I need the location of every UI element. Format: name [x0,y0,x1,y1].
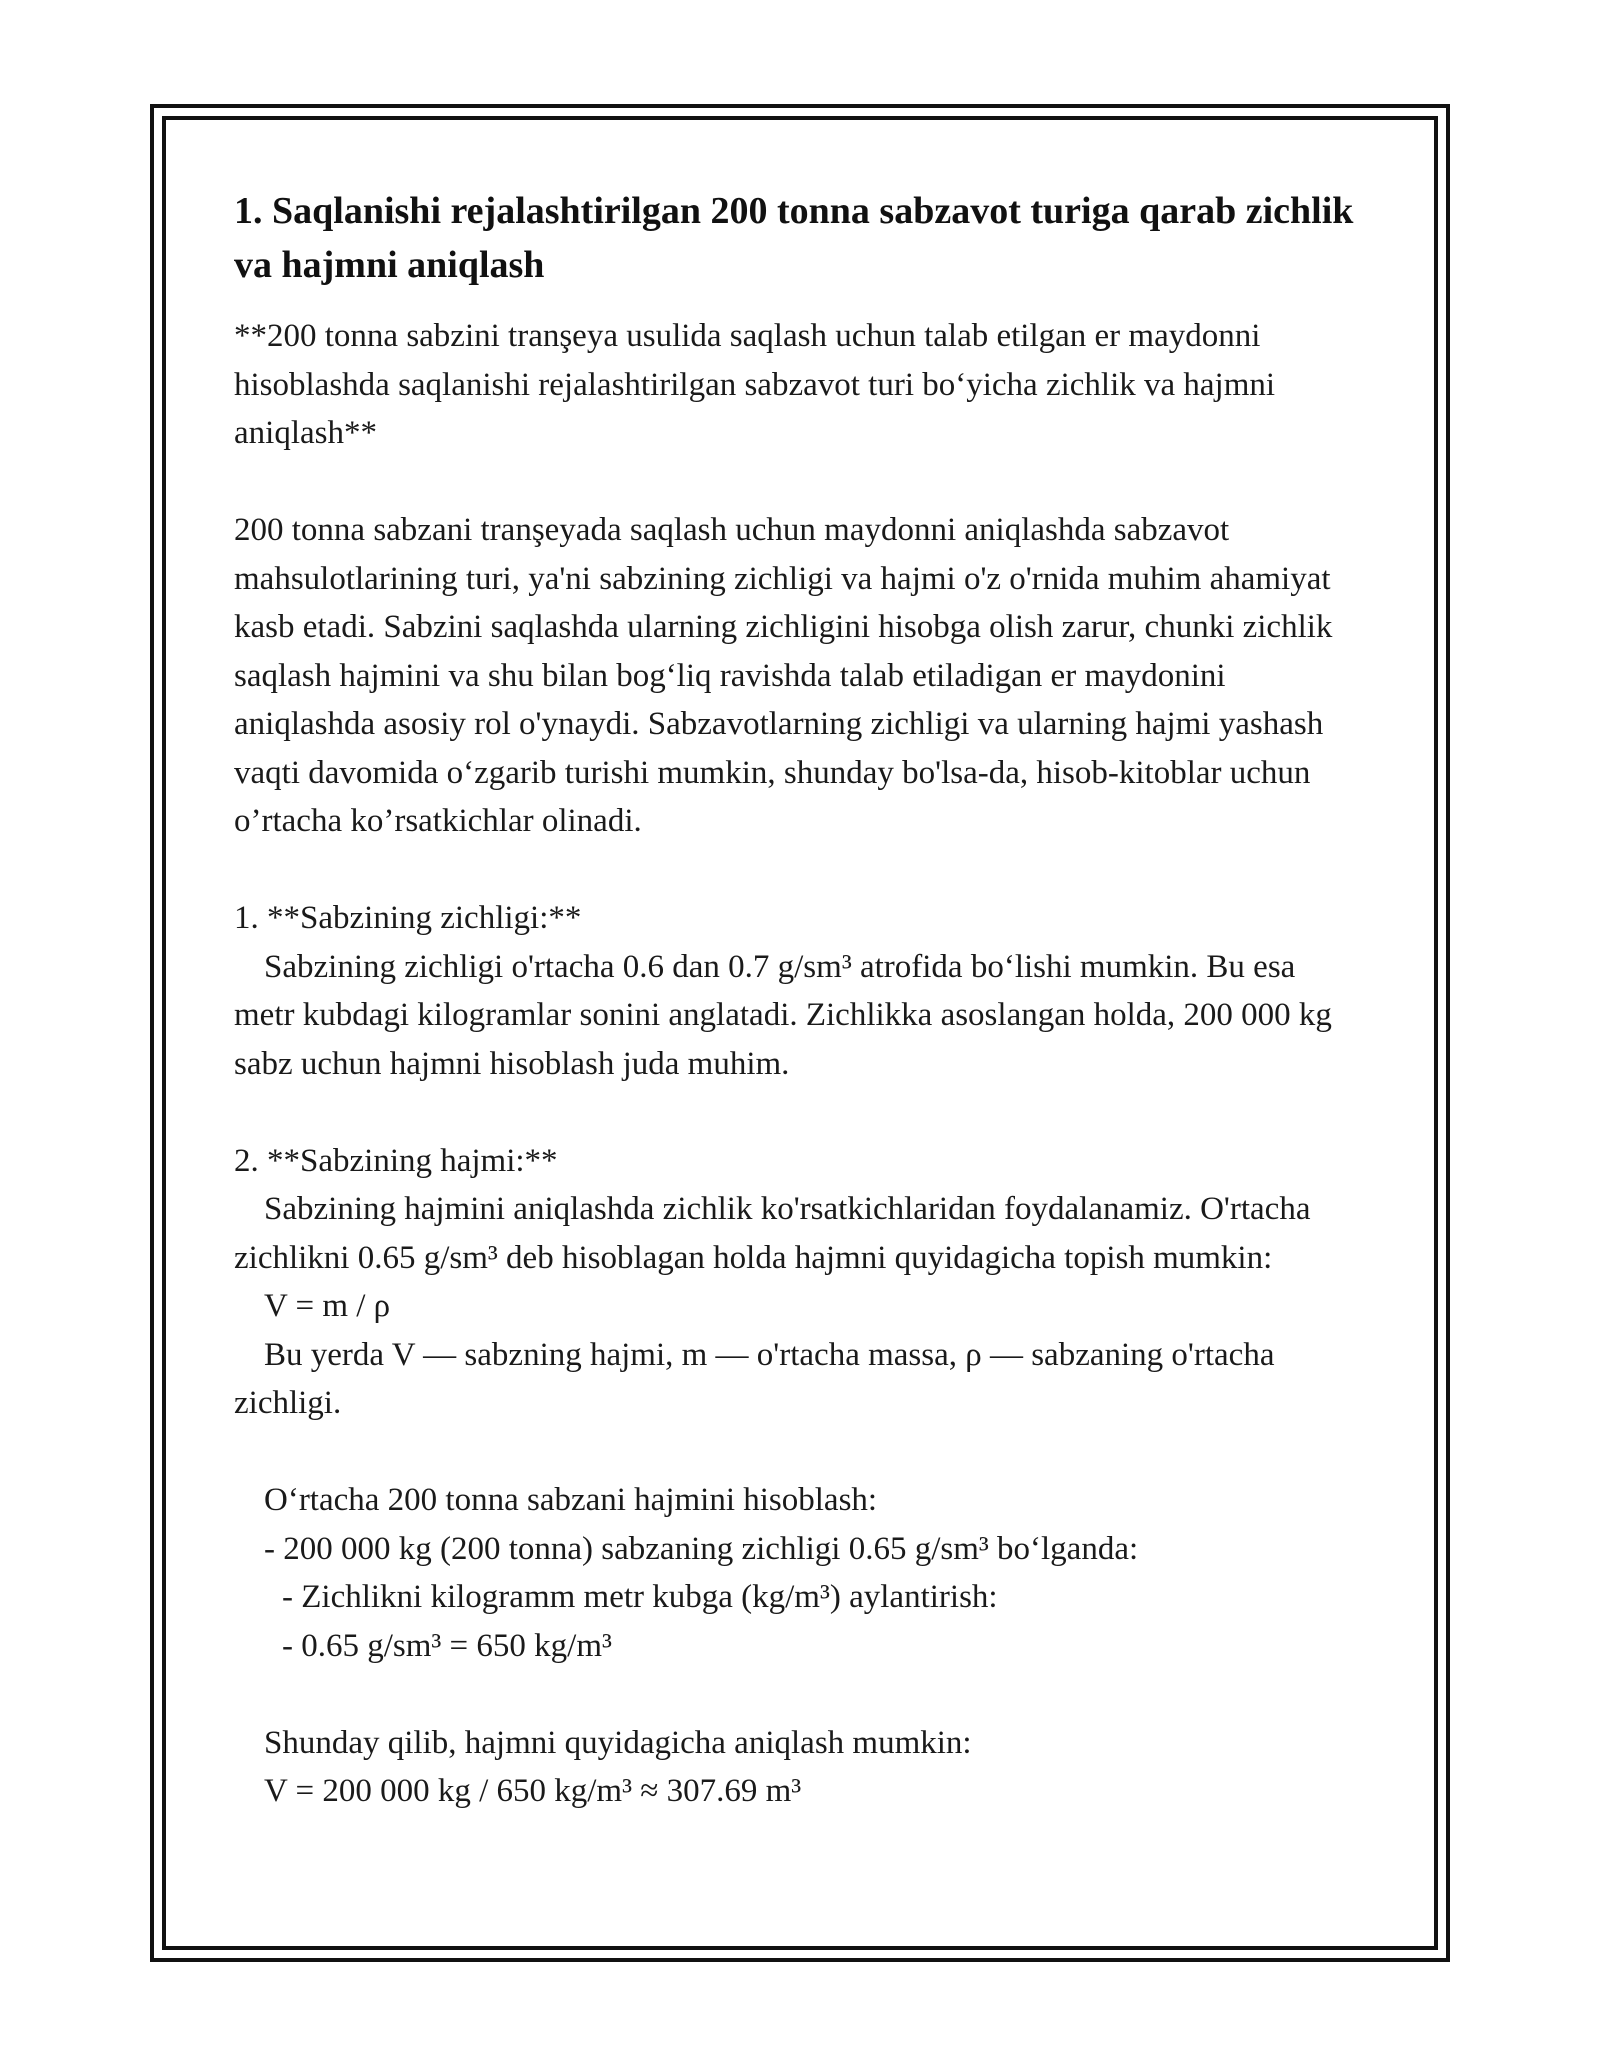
calculation-line: - 0.65 g/sm³ = 650 kg/m³ [282,1627,612,1664]
body-paragraph: 200 tonna sabzani tranşeyada saqlash uchun maydonni aniqlashda sabzavot mahsulotlarining turi, ya'ni sabzining zichligi va hajmi o'z o'rnida muhim ahamiyat kasb etadi. Sabzini saqlashda ularning zichligini hisobga olish zarur, chunki zichlik saqlash hajmini va shu bilan bog‘liq ravishda talab etiladigan er maydonini aniqlashda asosiy rol o'ynaydi. Sabzavotlarning zichligi va ularning hajmi yashash vaqti davomida o‘zgarib turishi mumkin, shunday bo'lsa-da, hisob-kitoblar uchun o’rtacha ko’rsatkichlar olinadi. [234,512,1333,839]
formula: V = m / ρ [264,1288,391,1324]
spacer [234,458,1364,507]
spacer [234,1088,1364,1137]
list-item-title-density: 1. **Sabzining zichligi:** [234,900,582,936]
calculation-line: - 200 000 kg (200 tonna) sabzaning zichligi 0.65 g/sm³ bo‘lganda: [264,1530,1139,1567]
list-item-text-density: Sabzining zichligi o'rtacha 0.6 dan 0.7 g/sm³ atrofida bo‘lishi mumkin. Bu esa metr kubdagi kilogramlar sonini anglatadi. Zichlikka asoslangan holda, 200 000 kg sabz uchun hajmni hisoblash juda muhim. [234,948,1332,1082]
spacer [234,846,1364,895]
spacer [234,1428,1364,1477]
section-heading: 1. Saqlanishi rejalashtirilgan 200 tonna sabzavot turiga qarab zichlik va hajmni aniqlash [234,190,1354,286]
list-item-text-volume: Sabzining hajmini aniqlashda zichlik ko'rsatkichlaridan foydalanamiz. O'rtacha zichlikni 0.65 g/sm³ deb hisoblagan holda hajmni quyidagicha topish mumkin: [234,1191,1311,1276]
formula-explanation: Bu yerda V — sabzning hajmi, m — o'rtacha massa, ρ — sabzaning o'rtacha zichligi. [234,1336,1275,1421]
result-intro: Shunday qilib, hajmni quyidagicha aniqlash mumkin: [264,1724,972,1761]
document-body [234,184,1364,1816]
calculation-title: O‘rtacha 200 tonna sabzani hajmini hisoblash: [264,1482,878,1518]
result-formula: V = 200 000 kg / 650 kg/m³ ≈ 307.69 m³ [264,1773,802,1809]
calculation-line: - Zichlikni kilogramm metr kubga (kg/m³) aylantirish: [282,1579,998,1615]
intro-paragraph: **200 tonna sabzini tranşeya usulida saqlash uchun talab etilgan er maydonni hisoblashda saqlanishi rejalashtirilgan sabzavot turi bo‘yicha zichlik va hajmni aniqlash** [234,318,1276,451]
list-item-title-volume: 2. **Sabzining hajmi:** [234,1142,558,1179]
spacer [234,1670,1364,1719]
